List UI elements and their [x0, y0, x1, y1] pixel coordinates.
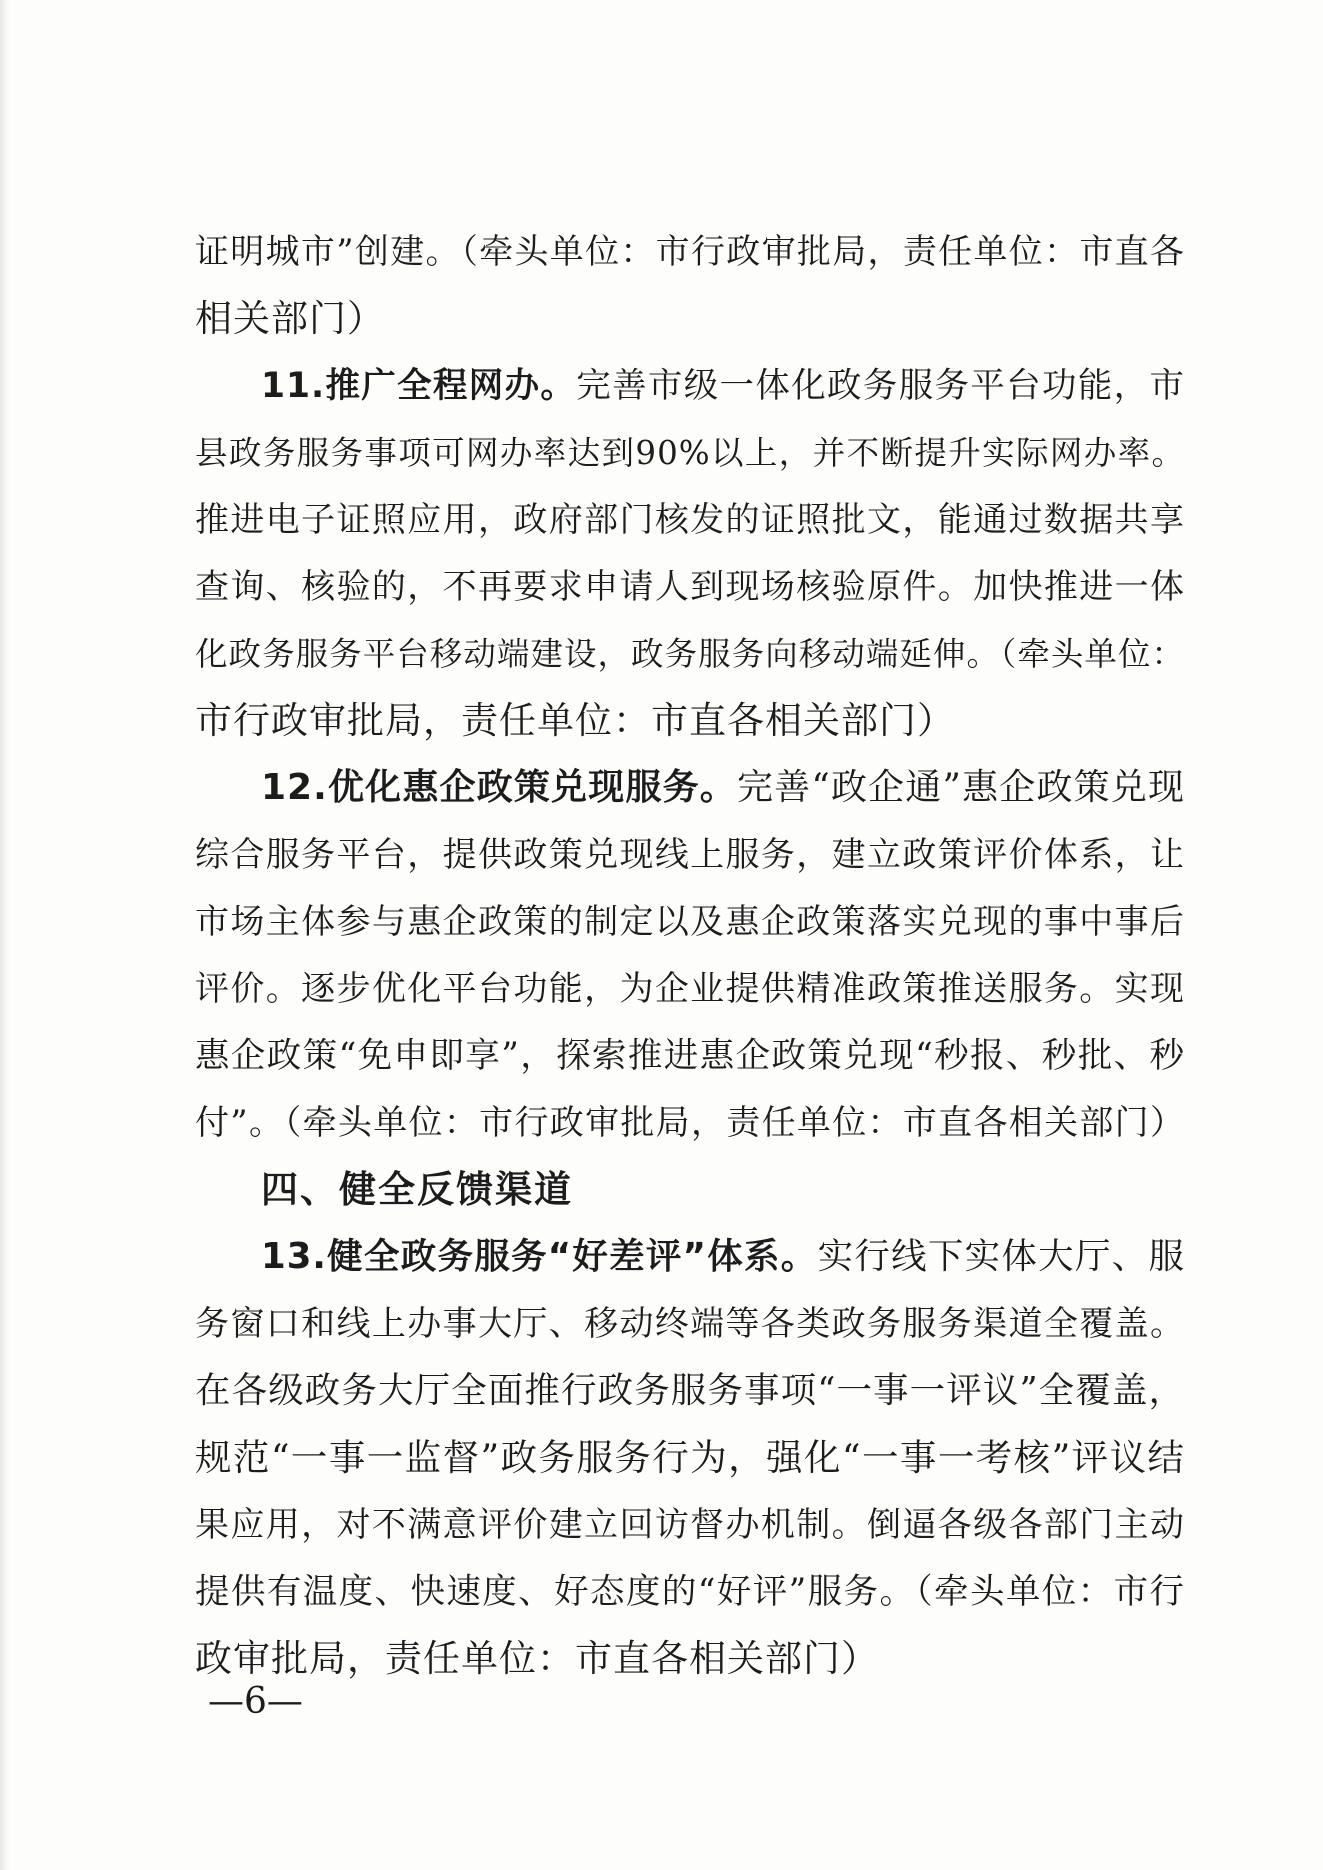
paragraph-line [195, 492, 1185, 548]
paragraph-line [195, 1631, 1185, 1687]
paragraph-line [195, 1430, 1185, 1486]
text-run: 县政务服务事项可网办率达到90%以上，并不断提升实际网办率。 [195, 434, 1185, 472]
paragraph-line [195, 894, 1185, 950]
paragraph-line [195, 1296, 1185, 1352]
paragraph-line [195, 827, 1185, 883]
text-run: 果应用，对不满意评价建立回访督办机制。倒逼各级各部门主动 [195, 1505, 1185, 1545]
text-run: 规范“一事一监督”政务服务行为，强化“一事一考核”评议结 [195, 1436, 1185, 1479]
paragraph-line [195, 1363, 1185, 1419]
text-run: 完善“政企通”惠企政策兑现 [736, 767, 1185, 808]
text-run: 市行政审批局，责任单位：市直各相关部门） [195, 699, 955, 742]
paragraph-line [195, 1564, 1185, 1620]
paragraph-line [195, 1095, 1185, 1151]
text-run: 查询、核验的，不再要求申请人到现场核验原件。加快推进一体 [195, 567, 1185, 607]
text-run: 完善市级一体化政务服务平台功能，市 [576, 366, 1185, 406]
text-run: 实行线下实体大厅、服 [817, 1236, 1185, 1277]
text-run: 付”。（牵头单位：市行政审批局，责任单位：市直各相关部门） [195, 1103, 1185, 1143]
paragraph-line [195, 1028, 1185, 1084]
text-run: 政审批局，责任单位：市直各相关部门） [195, 1637, 879, 1680]
paragraph-line [195, 1497, 1185, 1553]
text-run: 化政务服务平台移动端建设，政务服务向移动端延伸。（牵头单位： [195, 635, 1185, 673]
text-run: 综合服务平台，提供政策兑现线上服务，建立政策评价体系，让 [195, 835, 1185, 875]
item-11-title-line [261, 358, 1185, 414]
paragraph-line [195, 425, 1185, 481]
paragraph-line [195, 626, 1185, 682]
text-run: 市场主体参与惠企政策的制定以及惠企政策落实兑现的事中事后 [195, 902, 1185, 942]
paragraph-line [195, 961, 1185, 1017]
item-12-title-line [261, 760, 1185, 816]
page-number: —6— [208, 1681, 303, 1722]
item-13-title-line [261, 1229, 1185, 1285]
text-run: 提供有温度、快速度、好态度的“好评”服务。（牵头单位：市行 [195, 1572, 1185, 1612]
item-title: 11.推广全程网办。 [261, 366, 577, 406]
paragraph-line [195, 693, 1185, 749]
text-run: 相关部门） [195, 297, 385, 340]
item-title: 12.优化惠企政策兑现服务。 [261, 767, 737, 808]
text-run: 推进电子证照应用，政府部门核发的证照批文，能通过数据共享 [195, 500, 1185, 540]
text-run: 证明城市”创建。（牵头单位：市行政审批局，责任单位：市直各 [195, 232, 1185, 272]
text-run: 评价。逐步优化平台功能，为企业提供精准政策推送服务。实现 [195, 969, 1185, 1009]
text-run: 在各级政务大厅全面推行政务服务事项“一事一评议”全覆盖， [195, 1370, 1185, 1411]
paragraph-line [195, 559, 1185, 615]
text-run: 务窗口和线上办事大厅、移动终端等各类政务服务渠道全覆盖。 [195, 1304, 1185, 1344]
paragraph-line [195, 224, 1185, 280]
section-heading: 四、健全反馈渠道 [261, 1168, 573, 1211]
text-run: 惠企政策“免申即享”，探索推进惠企政策兑现“秒报、秒批、秒 [195, 1036, 1185, 1076]
item-title: 13.健全政务服务“好差评”体系。 [261, 1236, 818, 1277]
paragraph-line [195, 291, 1185, 347]
